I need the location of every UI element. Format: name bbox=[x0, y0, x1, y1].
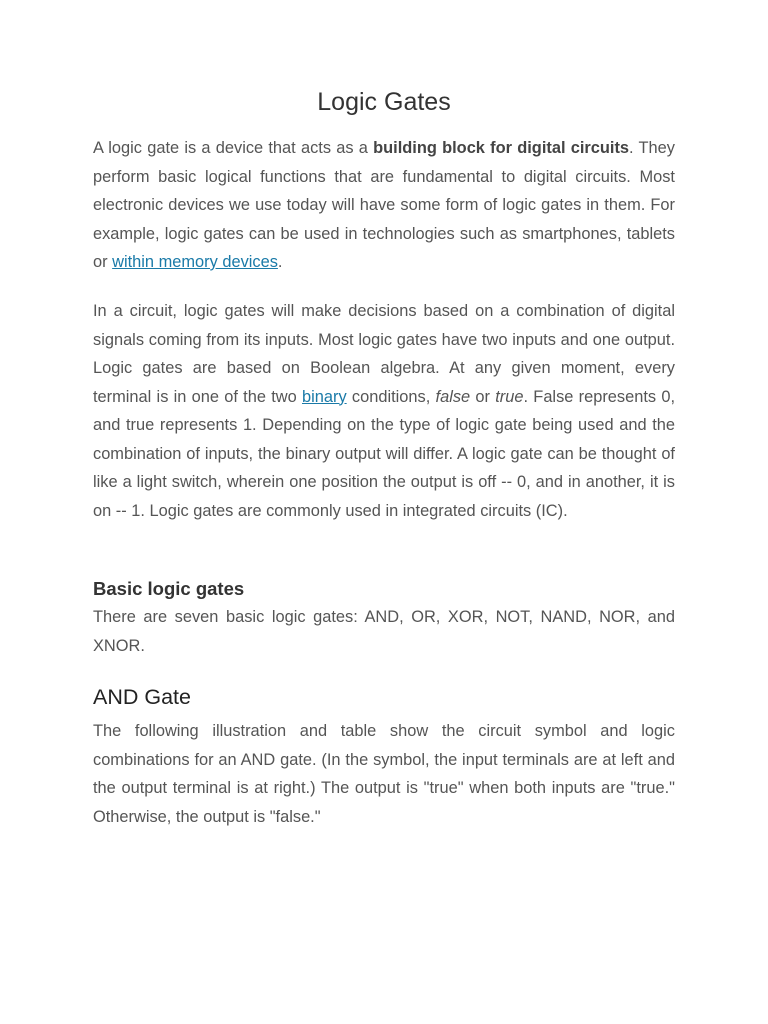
true-word: true bbox=[495, 387, 524, 406]
intro-text-1: A logic gate is a device that acts as a bbox=[93, 139, 374, 157]
and-gate-paragraph: The following illustration and table show the circuit symbol and logic combinations for an AND gate. (In the symbol, the input terminals are at left and the output terminal is at right.) The output is "true" when both inputs are "true." Otherwise, the output is "false." bbox=[93, 722, 675, 826]
page-title: Logic Gates bbox=[317, 88, 451, 116]
intro-text-2: . They perform basic logical functions that are fundamental to digital circuits. Most electronic devices we use today will have some form of logic gates in them. For example, logic gates can be used in technologies such as smartphones, tablets or bbox=[93, 139, 675, 271]
and-gate-heading: AND Gate bbox=[93, 685, 191, 709]
binary-link[interactable]: binary bbox=[302, 387, 347, 406]
intro-paragraph bbox=[93, 134, 675, 277]
basic-logic-gates-paragraph: There are seven basic logic gates: AND, OR, XOR, NOT, NAND, NOR, and XNOR. bbox=[93, 608, 675, 655]
circuit-paragraph bbox=[93, 297, 675, 525]
intro-text-3: . bbox=[277, 253, 283, 271]
circuit-text-3: . False represents 0, and true represents 1. Depending on the type of logic gate being used and the combination of inputs, the binary output will differ. A logic gate can be thought of like a light switch, wherein one position the output is off -- 0, and in another, it is on -- 1. Logic gates are commonly used in integrated circuits (IC). bbox=[93, 387, 676, 520]
basic-logic-gates-heading: Basic logic gates bbox=[93, 578, 245, 599]
intro-bold-text: building block for digital circuits bbox=[373, 139, 630, 157]
or-word: or bbox=[470, 387, 496, 406]
false-word: false bbox=[435, 387, 471, 406]
memory-devices-link[interactable]: within memory devices bbox=[112, 253, 278, 271]
circuit-text-2: conditions, bbox=[346, 387, 436, 406]
circuit-text-1: In a circuit, logic gates will make decisions based on a combination of digital signals coming from its inputs. Most logic gates have two inputs and one output. Logic gates are based on Boolean algebra. At any given moment, every terminal is in one of the two bbox=[93, 302, 675, 406]
